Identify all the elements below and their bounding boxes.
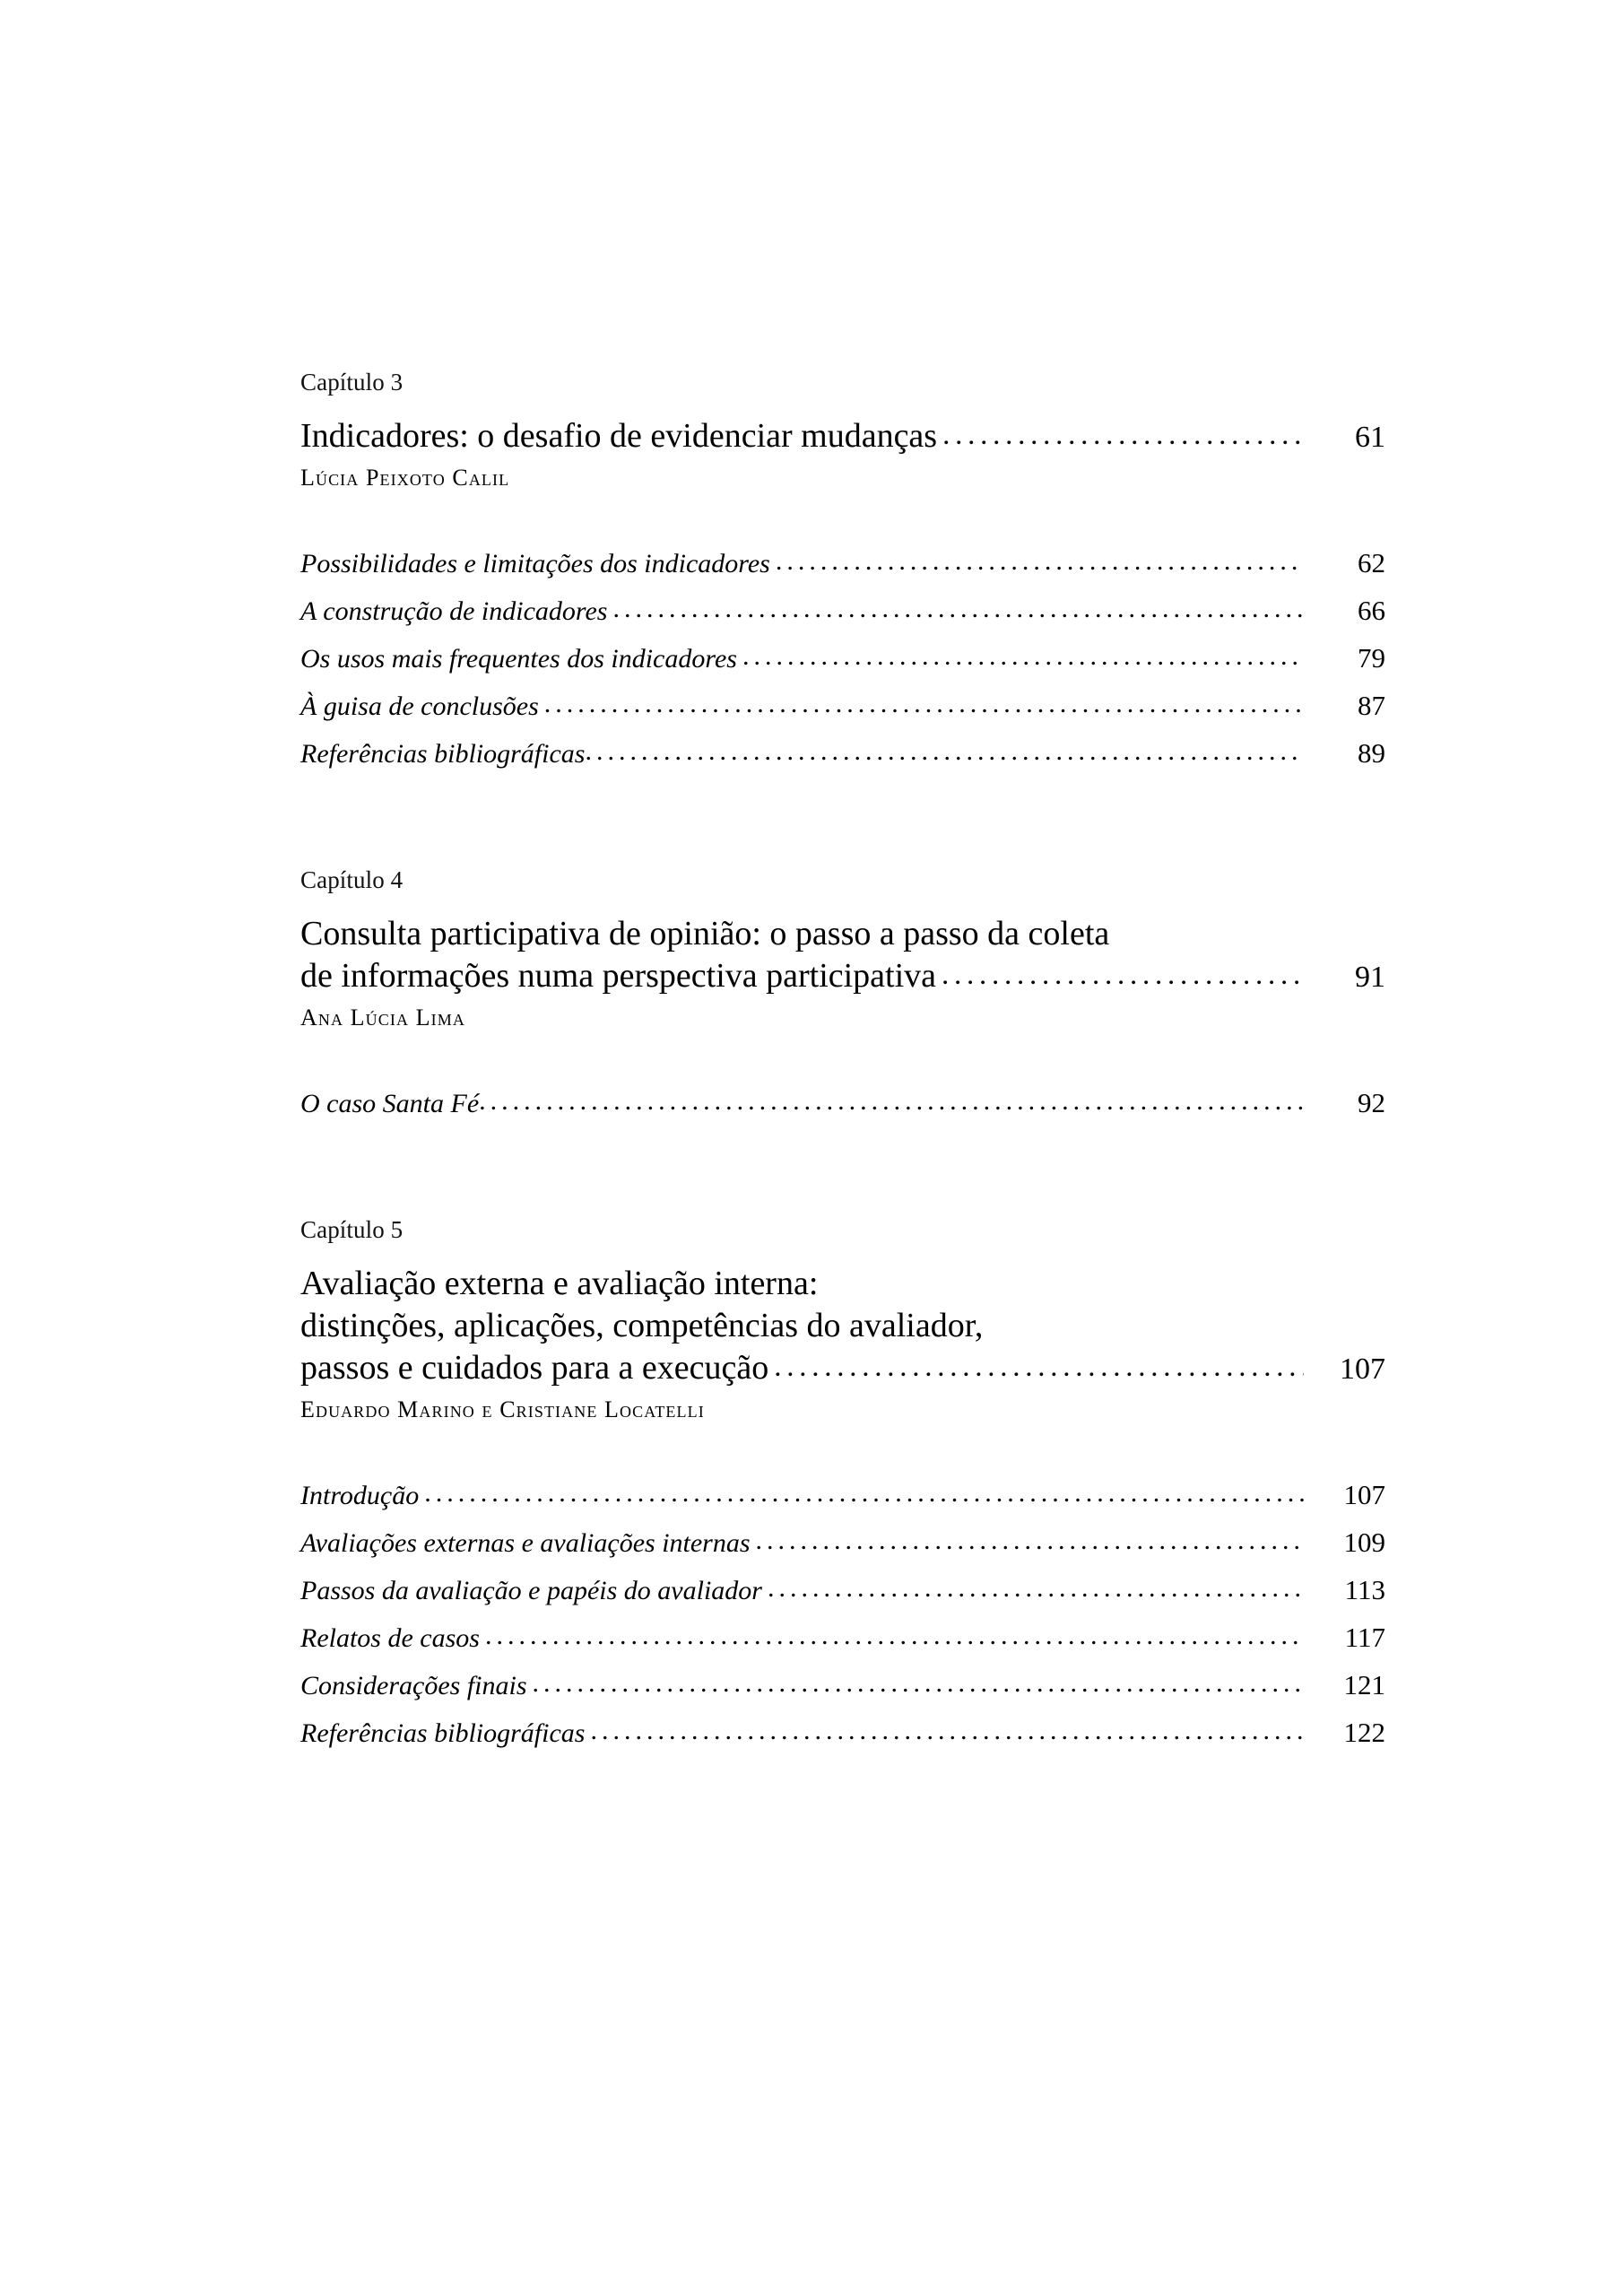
dot-leader	[585, 728, 1304, 775]
page-number: 107	[1343, 1479, 1385, 1510]
chapter-sections	[300, 1080, 1385, 1127]
toc-entry-text: Avaliação externa e avaliação interna:	[300, 1265, 819, 1302]
chapter-title-line	[300, 1347, 1385, 1391]
chapter-label: Capítulo 4	[300, 866, 404, 893]
toc-entry-text: de informações numa perspectiva participativa	[300, 957, 937, 995]
section-entry[interactable]	[300, 1519, 1385, 1567]
chapter-author: Eduardo Marino e Cristiane Locatelli	[300, 1396, 705, 1422]
toc-entry-text: Indicadores: o desafio de evidenciar mudanças	[300, 417, 938, 455]
section-title: Avaliações externas e avaliações internas	[300, 1528, 751, 1558]
dot-leader	[774, 1346, 1304, 1388]
section-title: Passos da avaliação e papéis do avaliador	[300, 1576, 762, 1605]
section-entry[interactable]	[300, 1709, 1385, 1757]
section-title: Relatos de casos	[300, 1623, 480, 1653]
chapter-title[interactable]	[300, 415, 1385, 459]
dot-leader	[533, 1660, 1305, 1707]
toc-entry[interactable]	[300, 955, 1385, 999]
page-number: 61	[1355, 421, 1385, 454]
chapter-author: Lúcia Peixoto Calil	[300, 465, 510, 491]
page-number: 91	[1355, 961, 1385, 994]
toc-entry-text: passos e cuidados para a execução	[300, 1349, 769, 1387]
page-number: 89	[1358, 737, 1385, 769]
dot-leader	[942, 414, 1304, 457]
page-number: 122	[1343, 1717, 1385, 1748]
dot-leader	[485, 1613, 1304, 1659]
page-number: 113	[1344, 1574, 1385, 1605]
chapter-block	[300, 1213, 1385, 1757]
dot-leader	[776, 538, 1304, 585]
section-entry[interactable]	[300, 1472, 1385, 1519]
page-number: 79	[1358, 642, 1385, 674]
dot-leader	[756, 1518, 1304, 1564]
chapter-title-line	[300, 955, 1385, 999]
section-title: Introdução	[300, 1481, 420, 1510]
chapter-block	[300, 366, 1385, 778]
page-number: 107	[1340, 1352, 1385, 1386]
page-number: 109	[1343, 1526, 1385, 1558]
section-title: A construção de indicadores	[300, 596, 608, 626]
chapter-title-line	[300, 1263, 1385, 1305]
toc-entry[interactable]	[300, 415, 1385, 459]
page-number: 66	[1358, 595, 1385, 626]
section-entry[interactable]	[300, 635, 1385, 683]
page-number: 117	[1344, 1622, 1385, 1653]
dot-leader	[590, 1708, 1304, 1754]
toc-entry-text: distinções, aplicações, competências do avaliador,	[300, 1307, 984, 1344]
section-entry[interactable]	[300, 540, 1385, 587]
dot-leader	[768, 1565, 1304, 1612]
section-entry[interactable]	[300, 683, 1385, 730]
chapter-label: Capítulo 5	[300, 1216, 404, 1243]
section-title: Possibilidades e limitações dos indicadores	[300, 549, 770, 578]
section-title: Referências bibliográficas	[300, 1718, 586, 1748]
chapter-author: Ana Lúcia Lima	[300, 1004, 465, 1031]
chapter-title-line	[300, 913, 1385, 955]
section-title: Os usos mais frequentes dos indicadores	[300, 644, 737, 674]
toc-entry-text: Consulta participativa de opinião: o passo a passo da coleta	[300, 915, 1110, 952]
chapter-title[interactable]	[300, 1263, 1385, 1391]
table-of-contents	[300, 366, 1385, 1757]
chapter-sections	[300, 540, 1385, 778]
dot-leader	[479, 1078, 1304, 1125]
section-entry[interactable]	[300, 1662, 1385, 1709]
section-entry[interactable]	[300, 1080, 1385, 1127]
dot-leader	[942, 954, 1304, 996]
dot-leader	[544, 681, 1304, 727]
section-entry[interactable]	[300, 1567, 1385, 1614]
chapter-title-line	[300, 1305, 1385, 1347]
section-title: Considerações finais	[300, 1671, 527, 1700]
chapter-block	[300, 864, 1385, 1127]
page-number: 92	[1358, 1087, 1385, 1118]
chapter-title[interactable]	[300, 913, 1385, 999]
page-number: 62	[1358, 547, 1385, 578]
section-title: Referências bibliográficas	[300, 739, 586, 769]
section-entry[interactable]	[300, 730, 1385, 778]
page-number: 121	[1343, 1669, 1385, 1700]
dot-leader	[742, 633, 1304, 680]
chapter-label: Capítulo 3	[300, 369, 404, 396]
chapter-title-line	[300, 415, 1385, 459]
toc-entry[interactable]	[300, 1347, 1385, 1391]
page-number: 87	[1358, 690, 1385, 721]
section-entry[interactable]	[300, 1614, 1385, 1662]
dot-leader	[612, 586, 1304, 632]
section-entry[interactable]	[300, 587, 1385, 635]
section-title: O caso Santa Fé	[300, 1089, 480, 1118]
chapter-sections	[300, 1472, 1385, 1757]
section-title: À guisa de conclusões	[300, 691, 539, 721]
dot-leader	[424, 1470, 1304, 1517]
